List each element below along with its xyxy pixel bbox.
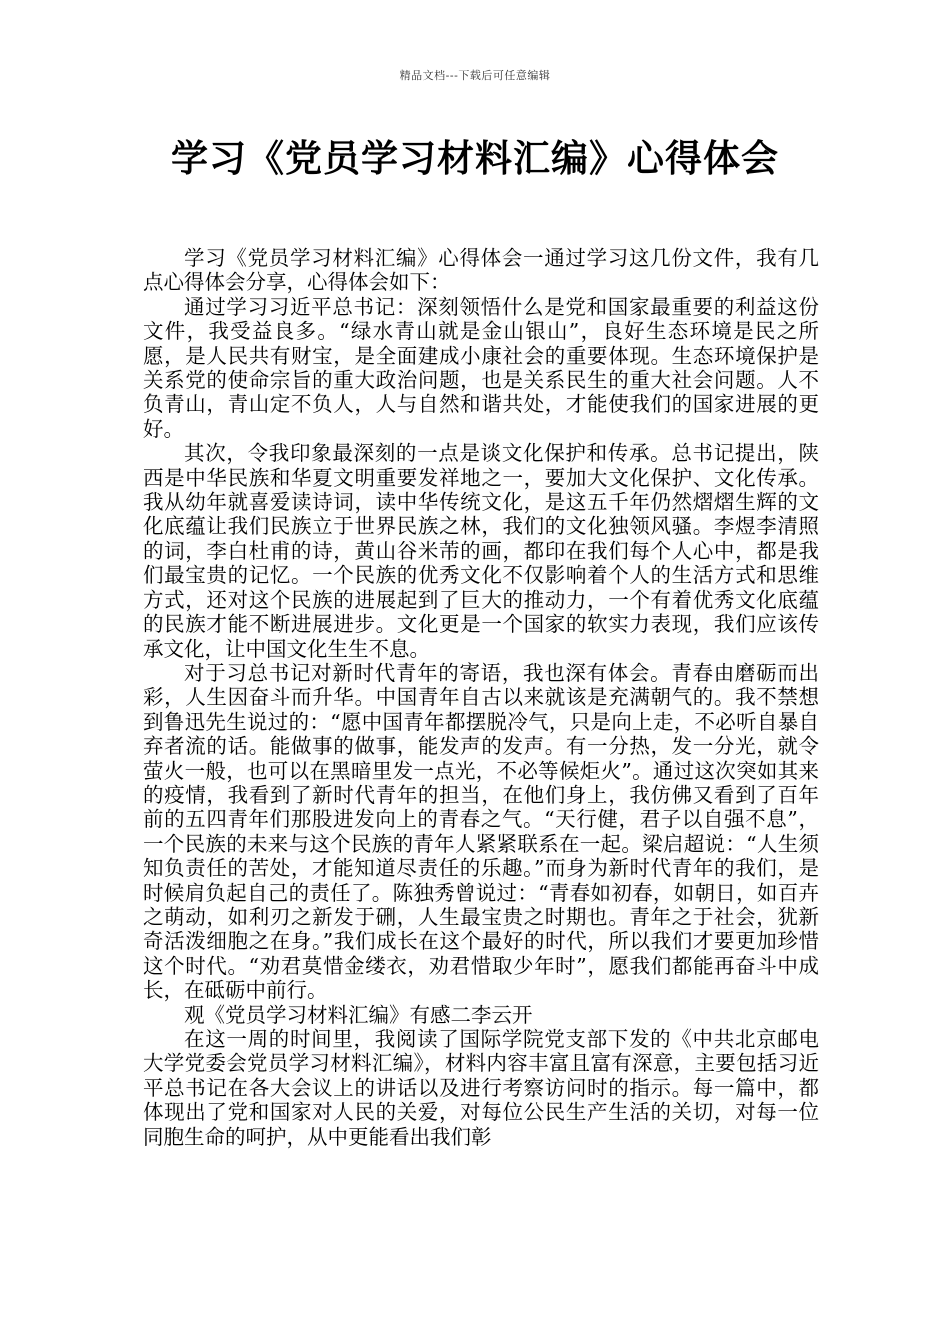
document-title: 学习《党员学习材料汇编》心得体会 <box>171 137 779 180</box>
paragraph-reading: 在这一周的时间里，我阅读了国际学院党支部下发的《中共北京邮电大学党委会党员学习材料汇编》，材料内容丰富且富有深意，主要包括习近平总书记在各大会议上的讲话以及进行考察访问时的指示。每一篇中，都体现出了党和国家对人民的关爱，对每位公民生产生活的关切，对每一位同胞生命的呵护，从中更能看出我们彰 <box>143 1027 819 1149</box>
paragraph-youth: 对于习总书记对新时代青年的寄语，我也深有体会。青春由磨砺而出彩，人生因奋斗而升华。中国青年自古以来就该是充满朝气的。我不禁想到鲁迅先生说过的：“愿中国青年都摆脱冷气，只是向上走，不必听自暴自弃者流的话。能做事的做事，能发声的发声。有一分热，发一分光，就令萤火一般，也可以在黑暗里发一点光，不必等候炬火”。通过这次突如其来的疫情，我看到了新时代青年的担当，在他们身上，我仿佛又看到了百年前的五四青年们那股进发向上的青春之气。“天行健，君子以自强不息”，一个民族的未来与这个民族的青年人紧紧联系在一起。梁启超说：“人生须知负责任的苦处，才能知道尽责任的乐趣。”而身为新时代青年的我们，是时候肩负起自己的责任了。陈独秀曾说过：“青春如初春，如朝日，如百卉之萌动，如利刃之新发于硎，人生最宝贵之时期也。青年之于社会，犹新奇活泼细胞之在身。”我们成长在这个最好的时代，所以我们才要更加珍惜这个时代。“劝君莫惜金缕衣，劝君惜取少年时”，愿我们都能再奋斗中成长，在砥砺中前行。 <box>143 660 819 1003</box>
paragraph-ecology: 通过学习习近平总书记：深刻领悟什么是党和国家最重要的利益这份文件，我受益良多。“绿水青山就是金山银山”，良好生态环境是民之所愿，是人民共有财宝，是全面建成小康社会的重要体现。生态环境保护是关系党的使命宗旨的重大政治问题，也是关系民生的重大社会问题。人不负青山，青山定不负人，人与自然和谐共处，才能使我们的国家进展的更好。 <box>143 294 819 441</box>
header-note: 精品文档---下载后可任意编辑 <box>399 69 551 82</box>
document-body <box>143 246 819 1149</box>
section-heading-second: 观《党员学习材料汇编》有感二李云开 <box>184 1002 533 1027</box>
paragraph-culture: 其次，令我印象最深刻的一点是谈文化保护和传承。总书记提出，陕西是中华民族和华夏文明重要发祥地之一，要加大文化保护、文化传承。我从幼年就喜爱读诗词，读中华传统文化，是这五千年仍然熠熠生辉的文化底蕴让我们民族立于世界民族之林，我们的文化独领风骚。李煜李清照的词，李白杜甫的诗，黄山谷米芾的画，都印在我们每个人心中，都是我们最宝贵的记忆。一个民族的优秀文化不仅影响着个人的生活方式和思维方式，还对这个民族的进展起到了巨大的推动力，一个有着优秀文化底蕴的民族才能不断进展进步。文化更是一个国家的软实力表现，我们应该传承文化，让中国文化生生不息。 <box>143 441 819 661</box>
paragraph-intro: 学习《党员学习材料汇编》心得体会一通过学习这几份文件，我有几点心得体会分享，心得体会如下： <box>143 246 819 295</box>
